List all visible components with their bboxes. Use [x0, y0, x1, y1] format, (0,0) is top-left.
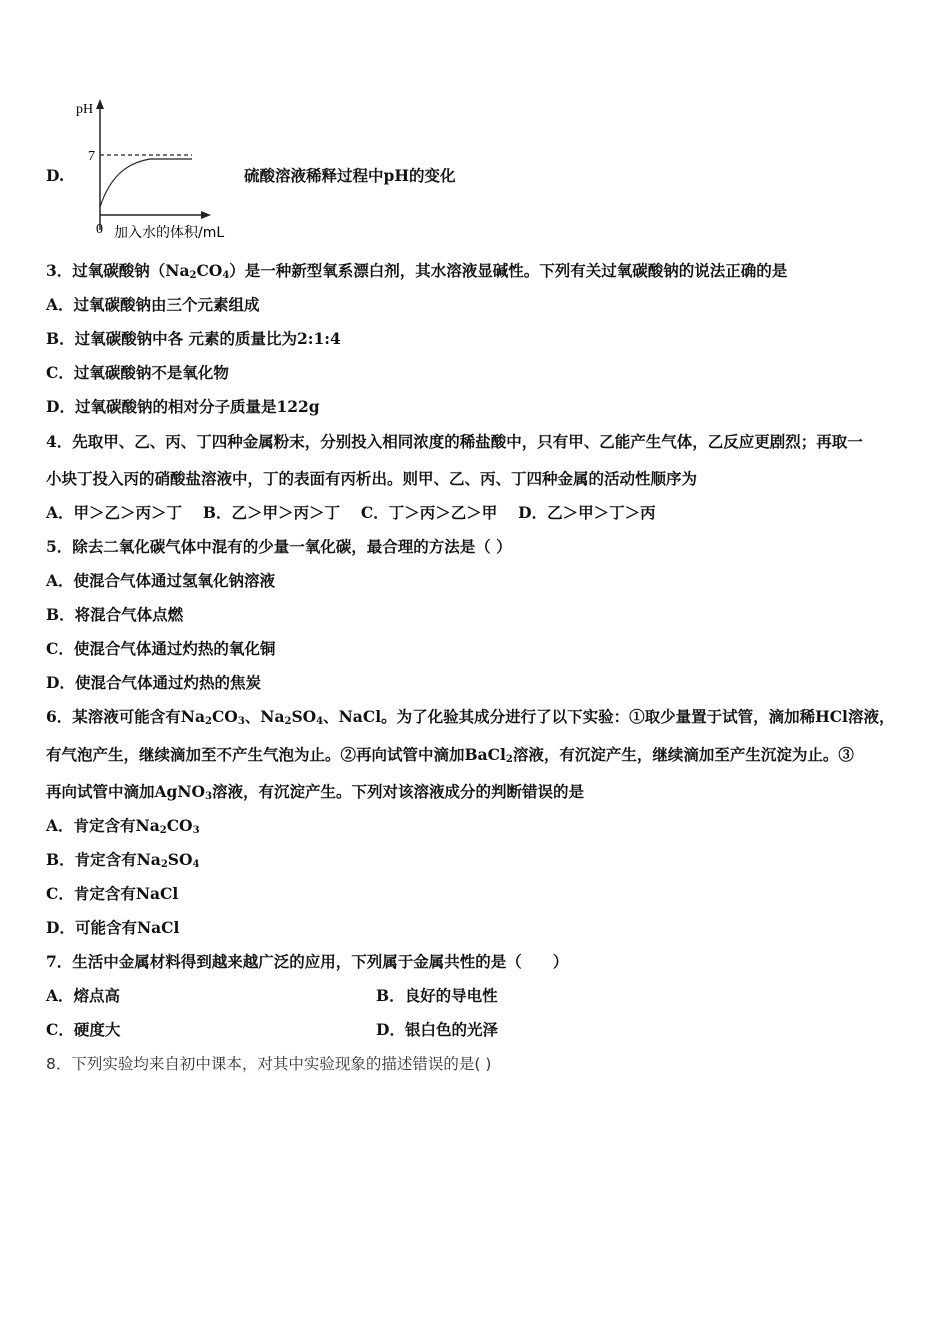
ph-dilution-graph [60, 95, 260, 243]
q6-option-a: A．肯定含有$Na_2CO_3$ [46, 816, 200, 836]
q8-stem: 8．下列实验均来自初中课本，对其中实验现象的描述错误的是( ) [46, 1055, 492, 1073]
graph-y-label: pH [76, 102, 94, 117]
graph-x-label: 加入水的体积/mL [114, 225, 225, 241]
q6-stem-line1: 6．某溶液可能含有$Na_2CO_3$、$Na_2SO_4$、NaCl。为了化验其成分进行了以下实验：①取少量置于试管，滴加稀HCl溶液， [46, 707, 895, 727]
q7-option-d: D．银白色的光泽 [376, 1020, 498, 1039]
q5-option-a: A．使混合气体通过氢氧化钠溶液 [46, 571, 276, 590]
q3-option-c: C．过氧碳酸钠不是氧化物 [46, 363, 229, 382]
x-axis-arrow [201, 211, 211, 219]
q7-options-row2 [46, 1020, 910, 1040]
q7-option-c: C．硬度大 [46, 1020, 121, 1039]
q3-option-a: A．过氧碳酸钠由三个元素组成 [46, 295, 260, 314]
q2-option-d-label: D. [46, 166, 65, 185]
q3-option-b: B．过氧碳酸钠中各 元素的质量比为2:1:4 [46, 329, 341, 348]
q3-stem: 3．过氧碳酸钠$(Na_2CO_4)$是一种新型氧系漂白剂，其水溶液显碱性。下列有关过氧碳酸钠的说法正确的是 [46, 261, 788, 281]
graph-ph7-label: 7 [88, 149, 95, 164]
ph-curve [100, 159, 192, 207]
q5-option-d: D．使混合气体通过灼热的焦炭 [46, 673, 261, 692]
q7-options-row1 [46, 986, 910, 1006]
q3-option-d: D．过氧碳酸钠的相对分子质量是122g [46, 397, 320, 416]
q4-stem-line1: 4．先取甲、乙、丙、丁四种金属粉末，分别投入相同浓度的稀盐酸中，只有甲、乙能产生气体，乙反应更剧烈；再取一 [46, 432, 863, 451]
q5-option-b: B．将混合气体点燃 [46, 605, 184, 624]
q7-stem: 7．生活中金属材料得到越来越广泛的应用，下列属于金属共性的是（ ） [46, 952, 569, 971]
y-axis-arrow [96, 99, 104, 109]
q6-option-c: C．肯定含有NaCl [46, 884, 179, 903]
q5-option-c: C．使混合气体通过灼热的氧化铜 [46, 639, 276, 658]
q4-options: A．甲＞乙＞丙＞丁 B．乙＞甲＞丙＞丁 C．丁＞丙＞乙＞甲 D．乙＞甲＞丁＞丙 [46, 503, 656, 522]
q6-option-b: B．肯定含有$Na_2SO_4$ [46, 850, 200, 870]
q2-option-d-caption: 硫酸溶液稀释过程中pH的变化 [244, 166, 456, 185]
q4-stem-line2: 小块丁投入丙的硝酸盐溶液中，丁的表面有丙析出。则甲、乙、丙、丁四种金属的活动性顺序为 [46, 469, 698, 488]
q6-stem-line3: 再向试管中滴加AgNO$_3$溶液，有沉淀产生。下列对该溶液成分的判断错误的是 [46, 782, 585, 802]
q6-option-d: D．可能含有NaCl [46, 918, 180, 937]
q7-option-b: B．良好的导电性 [376, 986, 498, 1005]
q7-option-a: A．熔点高 [46, 986, 121, 1005]
graph-origin-label: 0 [96, 222, 103, 237]
q6-stem-line2: 有气泡产生，继续滴加至不产生气泡为止。②再向试管中滴加BaCl$_2$溶液，有沉淀产生，继续滴加至产生沉淀为止。③ [46, 745, 854, 765]
q5-stem: 5．除去二氧化碳气体中混有的少量一氧化碳，最合理的方法是（ ） [46, 537, 512, 556]
